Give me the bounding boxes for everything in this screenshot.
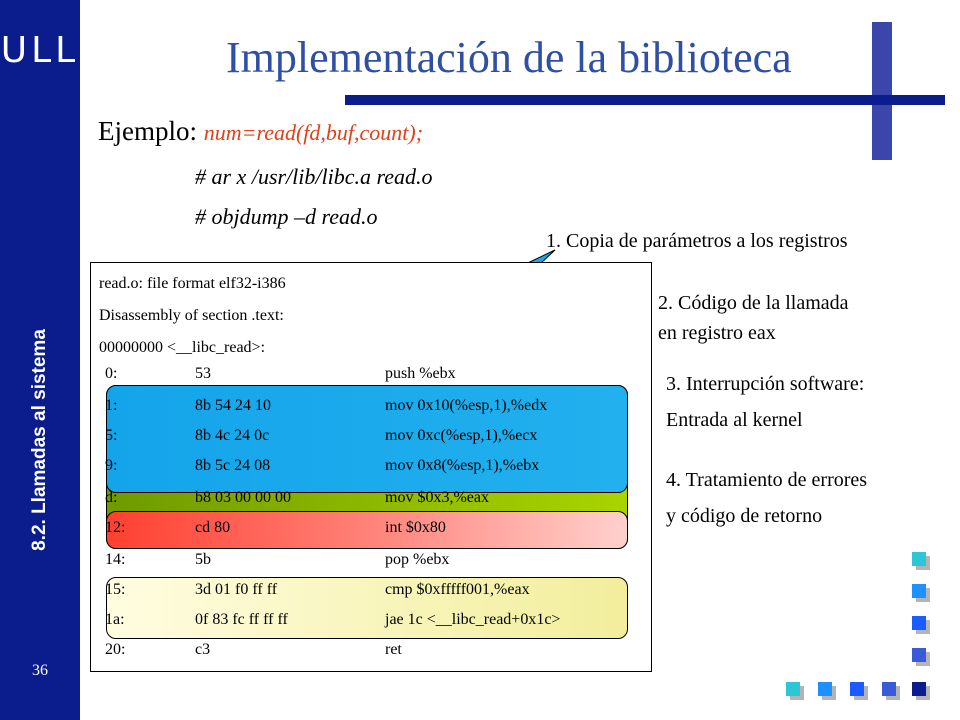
row-bytes: 3d 01 f0 ff ff [195, 581, 278, 598]
disassembly-listing [90, 262, 652, 672]
listing-header-symbol: 00000000 <__libc_read>: [99, 339, 266, 356]
command-ar: # ar x /usr/lib/libc.a read.o [195, 164, 433, 189]
row-instruction: mov 0xc(%esp,1),%ecx [385, 427, 538, 444]
row-address: 0: [105, 365, 118, 382]
row-instruction: jae 1c <__libc_read+0x1c> [385, 611, 561, 628]
annotation-line: 3. Interrupción software: [666, 373, 865, 395]
row-bytes: cd 80 [195, 519, 231, 536]
highlight-param-copy [106, 385, 628, 493]
row-bytes: c3 [195, 641, 211, 658]
listing-header-section: Disassembly of section .text: [99, 307, 284, 324]
annotation-line: 2. Código de la llamada [658, 292, 849, 314]
row-bytes: 5b [195, 551, 211, 568]
ull-logo: ULL [0, 30, 80, 71]
square-icon [882, 682, 896, 696]
annotation-line: 1. Copia de parámetros a los registros [546, 230, 848, 252]
row-address: d: [105, 489, 118, 506]
annotation-line: en registro eax [658, 322, 776, 344]
row-bytes: b8 03 00 00 00 [195, 489, 291, 506]
row-address: 5: [105, 427, 118, 444]
square-icon [912, 552, 926, 566]
row-instruction: int $0x80 [385, 519, 446, 536]
annotation-eax-code [658, 286, 849, 350]
row-instruction: ret [385, 641, 402, 658]
square-icon [818, 682, 832, 696]
highlight-interrupt [106, 511, 628, 549]
row-instruction: pop %ebx [385, 551, 450, 568]
square-icon [912, 616, 926, 630]
row-bytes: 53 [195, 365, 211, 382]
row-address: 1: [105, 397, 118, 414]
row-address: 15: [105, 581, 126, 598]
row-address: 20: [105, 641, 126, 658]
row-bytes: 0f 83 fc ff ff ff [195, 611, 288, 628]
row-bytes: 8b 4c 24 0c [195, 427, 270, 444]
row-address: 14: [105, 551, 126, 568]
annotation-line: 4. Tratamiento de errores [666, 469, 868, 491]
row-instruction: mov $0x3,%eax [385, 489, 489, 506]
row-instruction: mov 0x10(%esp,1),%edx [385, 397, 548, 414]
annotation-line: Entrada al kernel [666, 409, 803, 431]
row-address: 12: [105, 519, 126, 536]
page-number: 36 [32, 662, 48, 679]
square-icon [912, 648, 926, 662]
row-bytes: 8b 5c 24 08 [195, 457, 271, 474]
annotation-error-handling [666, 463, 867, 533]
example-code: num=read(fd,buf,count); [203, 120, 424, 145]
row-instruction: push %ebx [385, 365, 456, 382]
square-icon [912, 682, 926, 696]
annotation-param-copy [546, 224, 848, 258]
listing-header-file: read.o: file format elf32-i386 [99, 275, 286, 292]
highlight-error-handling [106, 577, 628, 639]
row-instruction: cmp $0xfffff001,%eax [385, 581, 530, 598]
annotation-line: y código de retorno [666, 505, 823, 527]
square-icon [912, 584, 926, 598]
row-address: 9: [105, 457, 118, 474]
row-instruction: mov 0x8(%esp,1),%ebx [385, 457, 540, 474]
annotation-interrupt [666, 367, 864, 437]
slide-title: Implementación de la biblioteca [226, 33, 792, 82]
section-label: 8.2. Llamadas al sistema [29, 329, 50, 551]
square-icon [786, 682, 800, 696]
example-label: Ejemplo: [98, 116, 197, 146]
row-address: 1a: [105, 611, 125, 628]
command-objdump: # objdump –d read.o [195, 204, 378, 229]
square-icon [850, 682, 864, 696]
row-bytes: 8b 54 24 10 [195, 397, 271, 414]
